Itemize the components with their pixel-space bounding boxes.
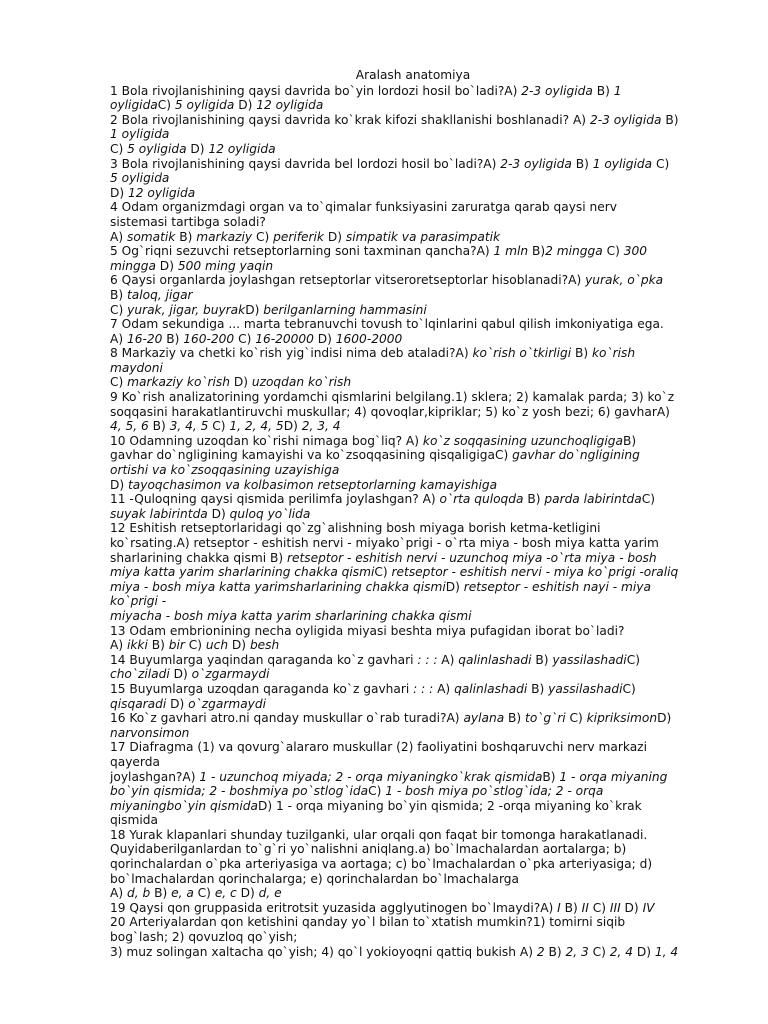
text-line: 7 Odam sekundiga ... marta tebranuvchi tovush to`lqinlarini qabul qilish imkoniyatiga ega. [110, 317, 664, 332]
text-line: qayerda [110, 754, 160, 769]
text-line: 1 oyligida [110, 127, 170, 142]
question-17 [110, 740, 716, 828]
text-line: A) somatik B) markaziy C) periferik D) simpatik va parasimpatik [110, 229, 501, 244]
question-list [110, 84, 716, 960]
text-line: 2 Bola rivojlanishining qaysi davrida ko`krak kifozi shakllanishi boshlanadi? A) 2-3 oyligida B) [110, 112, 679, 127]
text-line: D) 12 oyligida [110, 185, 196, 200]
text-line: ko`rsating.A) retseptor - eshitish nervi - miyako`prigi - o`rta miya - bosh miya katta yarim [110, 536, 659, 550]
text-line: 5 Og`riqni sezuvchi retseptorlarning soni taxminan qancha?A) 1 mln B)2 mingga C) 300 [110, 244, 648, 259]
text-line: 16 Ko`z gavhari atro.ni qanday muskullar o`rab turadi?A) aylana B) to`g`ri C) kipriksimonD) [110, 711, 672, 726]
text-line: gavhar do`ngligining kamayishi va ko`zsoqqasining qisqaligigaC) gavhar do`ngligining [110, 448, 640, 463]
question-16 [110, 711, 716, 740]
text-line: miyacha - bosh miya katta yarim sharlarining chakka qismi [110, 608, 472, 623]
text-line: sistemasi tartibga soladi? [110, 214, 266, 229]
question-9 [110, 390, 716, 434]
text-line: narvonsimon [110, 725, 190, 740]
question-1 [110, 84, 716, 113]
text-line: 18 Yurak klapanlari shunday tuzilganki, ular orqali qon faqat bir tomonga harakatlanadi. [110, 827, 648, 842]
question-6 [110, 273, 716, 317]
text-line: C) yurak, jigar, buyrakD) berilganlarning hammasini [110, 302, 427, 317]
text-line: qismida [110, 813, 158, 828]
text-line: 8 Markaziy va chetki ko`rish yig`indisi nima deb ataladi?A) ko`rish o`tkirligi B) ko`rish [110, 346, 636, 361]
question-11 [110, 492, 716, 521]
text-line: 19 Qaysi qon gruppasida eritrotsit yuzasida agglyutinogen bo`lmaydi?A) I B) II C) III D) IV [110, 900, 655, 915]
question-15 [110, 682, 716, 711]
text-line: 11 -Quloqning qaysi qismida perilimfa joylashgan? A) o`rta quloqda B) parda labirintdaC) [110, 492, 656, 507]
text-line: maydoni [110, 360, 163, 375]
question-4 [110, 200, 716, 244]
text-line: bo`yin qismida; 2 - boshmiya po`stlog`idaC) 1 - bosh miya po`stlog`ida; 2 - orqa [110, 784, 604, 799]
document-page [110, 68, 716, 959]
question-19 [110, 901, 716, 916]
question-5 [110, 244, 716, 273]
question-13 [110, 624, 716, 653]
text-line: bog`lash; 2) qovuzloq qo`yish; [110, 930, 298, 945]
text-line: 3) muz solingan xaltacha qo`yish; 4) qo`l yokioyoqni qattiq bukish A) 2 B) 2, 3 C) 2, 4 D) 1, 4 [110, 944, 679, 959]
text-line: 5 oyligida [110, 171, 170, 186]
text-line: qorinchalardan o`pka arteriyasiga va aortaga; c) bo`lmachalardan o`pka arteriyasiga; d) [110, 857, 653, 872]
text-line: qisqaradi D) o`zgarmaydi [110, 696, 267, 711]
text-line: Quyidaberilganlardan to`g`ri yo`nalishni aniqlang.a) bo`lmachalardan aortalarga; b) [110, 842, 627, 857]
text-line: bo`lmachalardan qorinchalarga; e) qorinchalardan bo`lmachalarga [110, 871, 519, 886]
question-14 [110, 653, 716, 682]
text-line: sharlarining chakka qismi B) retseptor - eshitish nervi - uzunchoq miya -o`rta miya - bosh [110, 550, 657, 565]
question-18 [110, 828, 716, 901]
text-line: A) 16-20 B) 160-200 C) 16-20000 D) 1600-2000 [110, 331, 403, 346]
text-line: oyligidaC) 5 oyligida D) 12 oyligida [110, 98, 324, 113]
text-line: 4 Odam organizmdagi organ va to`qimalar funksiyasini zaruratga qarab qaysi nerv [110, 200, 617, 215]
text-line: ortishi va ko`zsoqqasining uzayishiga [110, 463, 340, 478]
text-line: C) 5 oyligida D) 12 oyligida [110, 141, 276, 156]
text-line: A) d, b B) e, a C) e, c D) d, e [110, 886, 282, 901]
document-title: Aralash anatomiya [355, 68, 471, 82]
text-line: 1 Bola rivojlanishining qaysi davrida bo`yin lordozi hosil bo`ladi?A) 2-3 oyligida B) 1 [110, 83, 622, 98]
question-2 [110, 113, 716, 157]
text-line: 15 Buyumlarga uzoqdan qaraganda ko`z gavhari : : : A) qalinlashadi B) yassilashadiC) [110, 681, 636, 696]
question-7 [110, 317, 716, 346]
text-line: 20 Arteriyalardan qon ketishini qanday yo`l bilan to`xtatish mumkin?1) tomirni siqib [110, 915, 626, 930]
text-line: A) ikki B) bir C) uch D) besh [110, 638, 280, 653]
text-line: B) taloq, jigar [110, 287, 193, 302]
question-10 [110, 434, 716, 492]
text-line: miya katta yarim sharlarining chakka qismiC) retseptor - eshitish nervi - miya ko`prigi -oraliq [110, 565, 679, 580]
text-line: ko`prigi - [110, 594, 167, 609]
text-line: mingga D) 500 ming yaqin [110, 258, 274, 273]
text-line: C) markaziy ko`rish D) uzoqdan ko`rish [110, 375, 352, 390]
text-line: 4, 5, 6 B) 3, 4, 5 C) 1, 2, 4, 5D) 2, 3, 4 [110, 419, 341, 434]
text-line: cho`ziladi D) o`zgarmaydi [110, 667, 270, 682]
text-line: 14 Buyumlarga yaqindan qaraganda ko`z gavhari : : : A) qalinlashadi B) yassilashadiC) [110, 652, 640, 667]
text-line: joylashgan?A) 1 - uzunchoq miyada; 2 - orqa miyaningko`krak qismidaB) 1 - orqa miyaning [110, 769, 668, 784]
text-line: 17 Diafragma (1) va qovurg`alararo muskullar (2) faoliyatini boshqaruvchi nerv markazi [110, 740, 647, 755]
question-12 [110, 521, 716, 623]
text-line: D) tayoqchasimon va kolbasimon retseptorlarning kamayishiga [110, 477, 498, 492]
text-line: soqqasini harakatlantiruvchi muskullar; 4) qovoqlar,kipriklar; 5) ko`z yosh bezi; 6) gavharA) [110, 404, 670, 419]
text-line: 6 Qaysi organlarda joylashgan retseptorlar vitseroretseptorlar hisoblanadi?A) yurak, o`pka [110, 273, 664, 288]
question-8 [110, 346, 716, 390]
text-line: suyak labirintda D) quloq yo`lida [110, 506, 311, 521]
text-line: miyaningbo`yin qismidaD) 1 - orqa miyaning bo`yin qismida; 2 -orqa miyaning ko`krak [110, 798, 642, 813]
text-line: 12 Eshitish retseptorlaridagi qo`zg`alishning bosh miyaga borish ketma-ketligini [110, 521, 601, 536]
text-line: miya - bosh miya katta yarimsharlarining chakka qismiD) retseptor - eshitish nayi - miya [110, 579, 651, 594]
text-line: 3 Bola rivojlanishining qaysi davrida bel lordozi hosil bo`ladi?A) 2-3 oyligida B) 1 oyligida C) [110, 156, 670, 171]
text-line: 13 Odam embrionining necha oyligida miyasi beshta miya pufagidan iborat bo`ladi? [110, 623, 625, 638]
text-line: 9 Ko`rish analizatorining yordamchi qismlarini belgilang.1) sklera; 2) kamalak parda; 3) ko`z [110, 390, 675, 405]
question-20 [110, 915, 716, 959]
text-line: 10 Odamning uzoqdan ko`rishi nimaga bog`liq? A) ko`z soqqasining uzunchoqligigaB) [110, 433, 637, 448]
question-3 [110, 157, 716, 201]
